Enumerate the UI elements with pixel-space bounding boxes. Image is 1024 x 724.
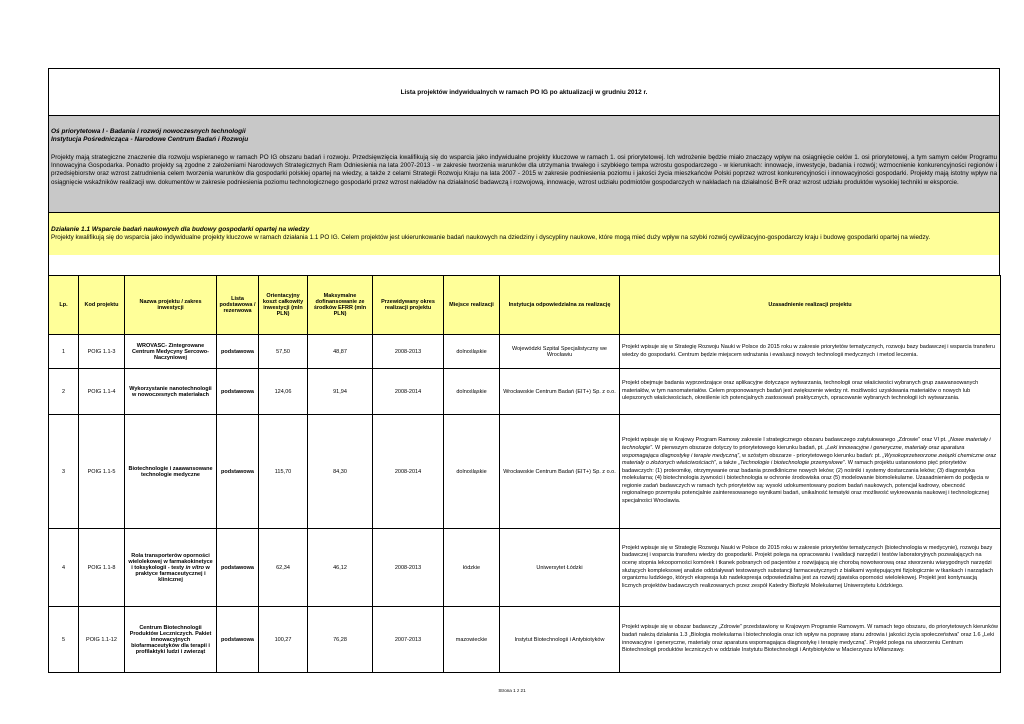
justification-italic: „Leki innowacyjne i generyczne, materiały oraz aparatura wspomagająca diagnostykę i terapie medyczną” bbox=[622, 444, 965, 459]
header-justification: Uzasadnienie realizacji projektu bbox=[620, 276, 1001, 335]
cell-name: Biotechnologie i zaawansowane technologie medyczne bbox=[125, 415, 217, 529]
cell-name: Wykorzystanie nanotechnologii w nowoczesnych materiałach bbox=[125, 369, 217, 415]
cell-period: 2008-2013 bbox=[373, 529, 444, 607]
header-list: Lista podstawowa / rezerwowa bbox=[217, 276, 259, 335]
cell-cost: 115,70 bbox=[259, 415, 308, 529]
cell-justification: Projekt wpisuje się w Strategię Rozwoju Nauki w Polsce do 2015 roku w zakresie priorytetów tematycznych, rozwoju bazy badawczej i wsparcia transferu wiedzy do gospodarki. Centrum będzie miejscem wdrażania i ewaluacji nowych technologii medycznych i metod leczenia. bbox=[620, 335, 1001, 369]
cell-name: Centrum Biotechnologii Produktów Leczniczych. Pakiet innowacyjnych biofarmaceutyków dla terapii i profilaktyki ludzi i zwierząt bbox=[125, 607, 217, 673]
table-row bbox=[49, 335, 1001, 369]
justification-text: , w szóstym obszarze - priorytetowego kierunku badań: pt. bbox=[739, 452, 883, 459]
justification-text: . W pierwszym obszarze dotyczy to priorytetowego kierunku badań, pt. bbox=[651, 444, 826, 451]
cell-code: POIG 1.1-8 bbox=[79, 529, 125, 607]
document-frame bbox=[48, 68, 1000, 673]
cell-code: POIG 1.1-5 bbox=[79, 415, 125, 529]
justification-text: , a także bbox=[715, 460, 739, 467]
cell-funding: 46,12 bbox=[308, 529, 373, 607]
justification-italic: „Technologie i biotechnologie przemysłowe” bbox=[738, 460, 845, 467]
cell-cost: 100,27 bbox=[259, 607, 308, 673]
name-text: Rola transporterów oporności wielolekowej w farmakokinetyce i toksykologii - testy bbox=[128, 552, 213, 571]
cell-cost: 57,50 bbox=[259, 335, 308, 369]
cell-funding: 84,30 bbox=[308, 415, 373, 529]
cell-institution: Wojewódzki Szpital Specjalistyczny we Wrocławiu bbox=[500, 335, 620, 369]
header-cost: Orientacyjny koszt całkowity inwestycji (mln PLN) bbox=[259, 276, 308, 335]
document-title-box bbox=[48, 68, 1000, 115]
cell-institution: Wrocławskie Centrum Badań (EIT+) Sp. z o.o. bbox=[500, 369, 620, 415]
priority-axis-section bbox=[48, 115, 1000, 212]
cell-funding: 76,28 bbox=[308, 607, 373, 673]
table-row bbox=[49, 415, 1001, 529]
cell-place: mazowieckie bbox=[444, 607, 500, 673]
header-period: Przewidywany okres realizacji projektu bbox=[373, 276, 444, 335]
cell-lp: 5 bbox=[49, 607, 79, 673]
cell-justification: Projekt obejmuje badania wyprzedzające oraz aplikacyjne dotyczące wytwarzania, technologii oraz właściwości wybranych grup zaawansowanych materiałów, w tym nanomateriałów. Celem proponowanych badań jest zwiększenie wiedzy nt. możliwości uzyskiwania materiałów o nowych lub ulepszonych właściwościach, określenie ich potencjalnych zastosowań praktycznych, opracowanie wybranych technologii ich wytwarzania. bbox=[620, 369, 1001, 415]
cell-code: POIG 1.1-12 bbox=[79, 607, 125, 673]
page-number: Strona 1 z 21 bbox=[498, 688, 526, 693]
cell-period: 2008-2014 bbox=[373, 369, 444, 415]
name-text: w praktyce farmaceutycznej i klinicznej bbox=[135, 564, 210, 583]
priority-axis-description: Projekty mają strategiczne znaczenie dla rozwoju wspieranego w ramach PO IG obszaru badań i rozwoju. Przedsięwzięcia kwalifikują się do wsparcia jako indywidualne projekty kluczowe w ramach 1. osi priorytetowej. Ich wdrożenie będzie miało znaczący wpływ na osiągnięcie celów 1. osi priorytetowej, a tym samym celów Programu Innowacyjna Gospodarka. Ponadto projekty są zgodne z założeniami Narodowych Strategicznych Ram Odniesienia na lata 2007-2013 - w zakresie tworzenia warunków dla utrzymania trwałego i szybkiego tempa wzrostu gospodarczego - w kierunkach: innowacje, inwestycje, badania i rozwój; wzmocnienie konkurencyjności regionów i przedsiębiorstw oraz wzrost zatrudnienia celem tworzenia warunków dla gospodarki polskiej opartej na wiedzy, a także z celami Strategii Rozwoju Kraju na lata 2007 - 2015 w zakresie podniesienia poziomu i jakości życia mieszkańców Polski poprzez wzrost konkurencyjności i innowacyjności gospodarki. Projekty mają istotny wpływ na osiągnięcie wskaźników realizacji ww. dokumentów w zakresie podniesienia poziomu technologicznego gospodarki przez wzrost nakładów na działalność badawczą i rozwojową, innowacje, wzrost udziału podmiotów gospodarczych w nakładach na działalność B+R oraz wzrost udziału produktów wysokiej techniki w eksporcie. bbox=[51, 154, 997, 186]
cell-lp: 4 bbox=[49, 529, 79, 607]
name-italic: in vitro bbox=[185, 564, 204, 571]
cell-list: podstawowa bbox=[217, 335, 259, 369]
table-row bbox=[49, 529, 1001, 607]
cell-list: podstawowa bbox=[217, 607, 259, 673]
justification-italic: „Nowe materiały i technologie” bbox=[622, 437, 991, 451]
header-place: Miejsce realizacji bbox=[444, 276, 500, 335]
projects-table bbox=[48, 275, 1001, 673]
cell-institution: Instytut Biotechnologii i Antybiotyków bbox=[500, 607, 620, 673]
header-institution: Instytucja odpowiedzialna za realizację bbox=[500, 276, 620, 335]
cell-cost: 62,34 bbox=[259, 529, 308, 607]
cell-period: 2007-2013 bbox=[373, 607, 444, 673]
justification-text: Projekt wpisuje się w Krajowy Program Ramowy zakresie I strategicznego obszaru badawczego zatytułowanego „Zdrowie” oraz VI pt. bbox=[622, 437, 949, 444]
cell-justification: Projekt wpisuje się w Strategię Rozwoju Nauki w Polsce do 2015 roku w zakresie priorytetów tematycznych (biotechnologia w medycynie), rozwoju bazy badawczej i wsparcia transferu wiedzy do gospodarki. Projekt polega na opracowaniu i walidacji narzędzi i testów laboratoryjnych pozwalających na ocenę stopnia lekooporności komórek i tkanek pobranych od pacjentów z rozwijającą się chorobą nowotworową oraz stworzeniu wiarygodnych narzędzi służących kompleksowej analizie oddziaływań testowanych substancji farmaceutycznych z białkami występującymi fizjologicznie w tkankach i narządach organizmu ludzkiego, których ekspresja lub nadekspresja odpowiedzialna jest za rozwój zjawiska oporności wielolekowej. Projekt jest kontynuacją licznych projektów badawczych realizowanych przez zespół Katedry Biofizyki Molekularnej Uniwersytetu Łódzkiego. bbox=[620, 529, 1001, 607]
cell-list: podstawowa bbox=[217, 369, 259, 415]
cell-period: 2008-2013 bbox=[373, 335, 444, 369]
cell-lp: 1 bbox=[49, 335, 79, 369]
table-row bbox=[49, 369, 1001, 415]
cell-place: łódzkie bbox=[444, 529, 500, 607]
header-lp: Lp. bbox=[49, 276, 79, 335]
intermediate-institution: Instytucja Pośrednicząca - Narodowe Centrum Badań i Rozwoju bbox=[51, 136, 249, 143]
action-description: Projekty kwalifikują się do wsparcia jako indywidualne projekty kluczowe w ramach działania 1.1 PO IG. Celem projektów jest ukierunkowanie badań naukowych na dziedziny i dyscypliny naukowe, które mogą mieć duży wpływ na szybki rozwój cywilizacyjno-gospodarczy kraju i budowę gospodarki opartej na wiedzy. bbox=[51, 234, 931, 241]
cell-code: POIG 1.1-4 bbox=[79, 369, 125, 415]
cell-institution: Uniwersytet Łódzki bbox=[500, 529, 620, 607]
cell-lp: 3 bbox=[49, 415, 79, 529]
cell-code: POIG 1.1-3 bbox=[79, 335, 125, 369]
header-code: Kod projektu bbox=[79, 276, 125, 335]
cell-place: dolnośląskie bbox=[444, 335, 500, 369]
cell-institution: Wrocławskie Centrum Badań (EIT+) Sp. z o.o. bbox=[500, 415, 620, 529]
document-title: Lista projektów indywidualnych w ramach PO IG po aktualizacji w grudniu 2012 r. bbox=[400, 88, 648, 96]
header-funding: Maksymalne dofinansowanie ze środków EFRR (mln PLN) bbox=[308, 276, 373, 335]
cell-cost: 124,06 bbox=[259, 369, 308, 415]
header-name: Nazwa projektu / zakres inwestycji bbox=[125, 276, 217, 335]
cell-place: dolnośląskie bbox=[444, 369, 500, 415]
cell-lp: 2 bbox=[49, 369, 79, 415]
action-title: Działanie 1.1 Wsparcie badań naukowych dla budowy gospodarki opartej na wiedzy bbox=[51, 226, 310, 233]
justification-italic: „Wysokoprzetworzone związki chemiczne oraz materiały o złożonych właściwościach” bbox=[622, 452, 997, 467]
cell-justification bbox=[620, 415, 1001, 529]
section-spacer bbox=[48, 255, 1000, 275]
cell-list: podstawowa bbox=[217, 415, 259, 529]
cell-place: dolnośląskie bbox=[444, 415, 500, 529]
cell-period: 2008-2014 bbox=[373, 415, 444, 529]
priority-axis-title: Oś priorytetowa I - Badania i rozwój nowoczesnych technologii bbox=[51, 128, 246, 135]
cell-justification: Projekt wpisuje się w obszar badawczy „Zdrowie” przedstawiony w Krajowym Programie Ramowym. W ramach tego obszaru, do priorytetowych kierunków badań należą działania 1.3 „Biologia molekularna i biotechnologia oraz ich wpływ na poprawę stanu zdrowia i jakości życia społeczeństwa” oraz 1.6 „Leki innowacyjne i generyczne, materiały oraz aparatura wspomagająca diagnostykę i terapię medyczną”. Projekt polega na utworzeniu Centrum Biotechnologii produktów leczniczych w oddziale Instytutu Biotechnologii i Antybiotyków w Macierzyszu k/Warszawy. bbox=[620, 607, 1001, 673]
cell-funding: 48,87 bbox=[308, 335, 373, 369]
cell-name bbox=[125, 529, 217, 607]
cell-funding: 91,94 bbox=[308, 369, 373, 415]
justification-text: . W ramach projektu ustanowiono pięć priorytetów badawczych: (1) proteomikę, otrzymywanie oraz badania przedkliniczne nowych leków; (2) nośniki i systemy dostarczania leków; (3) diagnostyka molekularna; (4) biotechnologia żywności i biotechnologia w ochronie środowiska oraz (5) modelowanie biomolekularne. Uzasadnieniem do podjęcia w regionie zadań badawczych w ramach tych priorytetów są: wysoki udokumentowany poziom badań naukowych, potencjał kadrowy, obecność regionalnego przemysłu potencjalnie zainteresowanego wynikami badań, unikalność tematyki oraz możliwość wykreowania naukowej i technologicznej specjalności Wrocławia. bbox=[622, 460, 989, 505]
table-header-row bbox=[49, 276, 1001, 335]
table-row bbox=[49, 607, 1001, 673]
action-section bbox=[48, 212, 1000, 255]
cell-name: WROVASC- Zintegrowane Centrum Medycyny Sercowo-Naczyniowej bbox=[125, 335, 217, 369]
cell-list: podstawowa bbox=[217, 529, 259, 607]
